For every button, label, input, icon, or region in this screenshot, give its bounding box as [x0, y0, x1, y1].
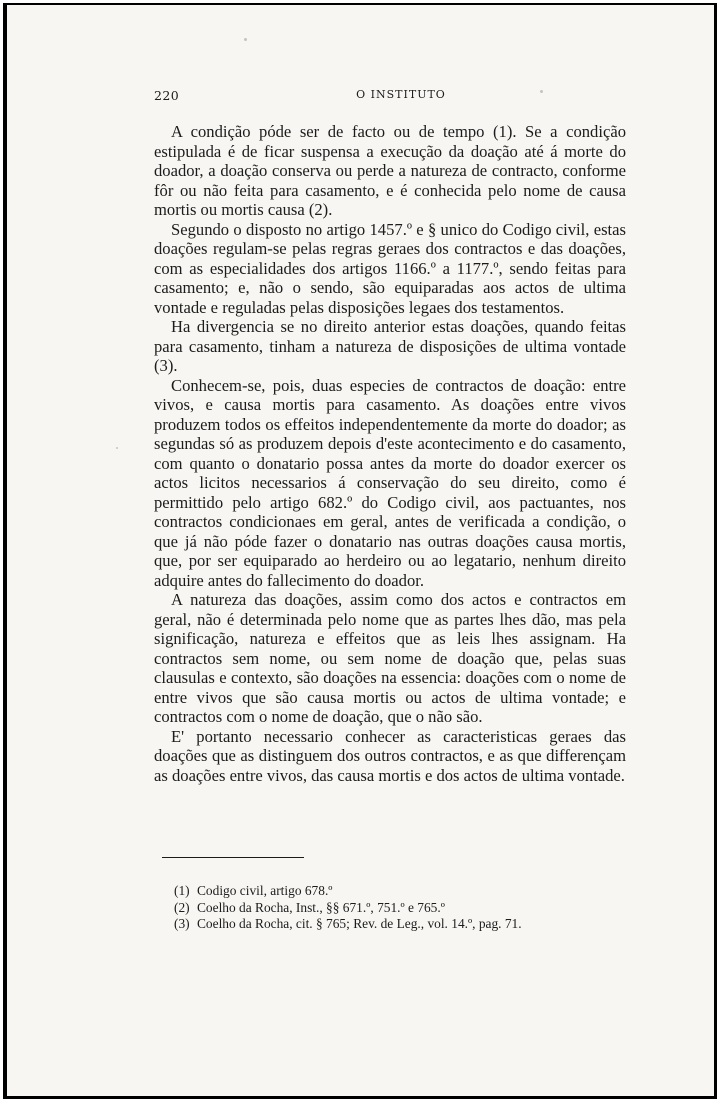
footnote — [174, 900, 614, 917]
footnotes — [174, 883, 614, 933]
footnote-marker: (2) — [174, 899, 190, 915]
paragraph-segundo: Segundo o disposto no artigo 1457.º e § unico do Codigo civil, estas doações regulam-se pelas regras geraes dos contractos e das doações, com as especialidades dos artigos 1166.º a 1177.º, sendo feitas para casamento; e, não o sendo, são equiparadas aos actos de ultima vontade e reguladas pelas disposições legaes dos testamentos. — [154, 219, 626, 317]
body-text — [154, 122, 626, 785]
footnote-marker: (3) — [174, 916, 190, 931]
footnote-text: Coelho da Rocha, Inst., §§ 671.º, 751.º e 765.º — [197, 899, 445, 915]
footnote-text: Coelho da Rocha, cit. § 765; Rev. de Leg., vol. 14.º, pag. 71. — [197, 916, 522, 931]
footnote — [174, 916, 614, 933]
paragraph-natureza: A natureza das doações, assim como dos actos e contractos em geral, não é determinada pelo nome que as partes lhes dão, mas pela significação, natureza e effeitos que as leis lhes assignam. Ha contractos sem nome, ou sem nome de doação que, pelas suas clausulas e contexto, são doações na essencia: doações com o nome de entre vivos que são causa mortis ou actos de ultima vontade; e contractos com o nome de doação, que o não são. — [154, 590, 626, 726]
footnote-divider — [162, 857, 304, 858]
footnote-text: Codigo civil, artigo 678.º — [197, 883, 333, 898]
scan-speck — [609, 632, 611, 635]
running-head — [154, 88, 624, 106]
scan-speck — [244, 38, 247, 41]
scan-speck — [116, 447, 118, 449]
journal-title: O INSTITUTO — [356, 88, 446, 101]
footnote-marker: (1) — [174, 883, 190, 898]
paragraph-caracteristicas: E' portanto necessario conhecer as caracteristicas geraes das doações que as distinguem dos outros contractos, e as que differençam as doações entre vivos, das causa mortis e dos actos de ultima vontade. — [154, 726, 626, 785]
scan-speck — [540, 90, 543, 93]
page-number: 220 — [154, 88, 180, 103]
paragraph-especies: Conhecem-se, pois, duas especies de contractos de doação: entre vivos, e causa mortis para casamento. As doações entre vivos produzem todos os effeitos independentemente da morte do doador; as segundas só as produzem depois d'este acontecimento e do casamento, com quanto o donatario possa antes da morte do doador exercer os actos licitos necessarios á conservação do seu direito, como é permittido pelo artigo 682.º do Codigo civil, aos pactuantes, nos contractos condicionaes em geral, antes de verificada a condição, o que já não póde fazer o donatario nas outras doações causa mortis, que, por ser equiparado ao herdeiro ou ao legatario, nenhum direito adquire antes do fallecimento do doador. — [154, 375, 626, 590]
paragraph-divergencia: Ha divergencia se no direito anterior estas doações, quando feitas para casamento, tinham a natureza de disposições de ultima vontade (3). — [154, 317, 626, 375]
paragraph-condicao: A condição póde ser de facto ou de tempo (1). Se a condição estipulada é de ficar suspensa a execução da doação até á morte do doador, a doação conserva ou perde a natureza de contracto, conforme fôr ou não feita para casamento, e é conhecida pelo nome de causa mortis ou mortis causa (2). — [154, 122, 626, 219]
footnote — [174, 883, 614, 900]
